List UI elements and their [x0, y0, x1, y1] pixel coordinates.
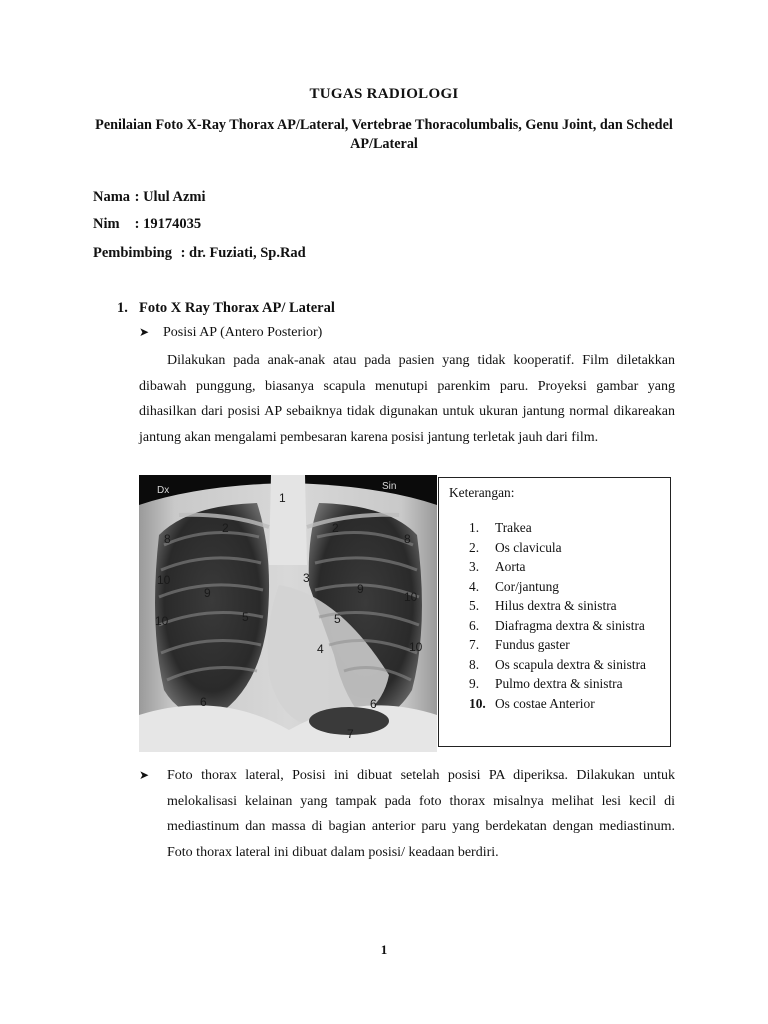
bullet-label: Posisi AP (Antero Posterior): [163, 325, 323, 340]
legend-item: [469, 538, 664, 558]
marker-2-right: 2: [222, 521, 229, 535]
legend-item: [469, 557, 664, 577]
arrow-bullet-icon: ➤: [139, 325, 150, 339]
info-nama: [93, 189, 206, 206]
marker-6-left: 6: [370, 697, 377, 711]
info-nim: [93, 216, 201, 233]
document-title: TUGAS RADIOLOGI: [309, 86, 459, 102]
legend-item-text: Hilus dextra & sinistra: [495, 598, 617, 613]
legend-item: [469, 674, 664, 694]
xray-corner-sin: Sin: [382, 481, 397, 492]
legend-item-text: Os costae Anterior: [495, 695, 595, 711]
marker-1: 1: [279, 491, 286, 505]
legend-item-text: Trakea: [495, 520, 532, 535]
xray-thorax-image: [139, 475, 437, 752]
page-number: 1: [380, 942, 388, 957]
legend-item-number: 5.: [469, 598, 480, 613]
legend-item: [469, 694, 664, 714]
pembimbing-value: : dr. Fuziati, Sp.Rad: [180, 245, 306, 261]
nama-value: : Ulul Azmi: [134, 189, 206, 205]
marker-10-right-lower: 10: [155, 614, 169, 628]
legend-item-text: Cor/jantung: [495, 578, 559, 594]
legend-item-text: Diafragma dextra & sinistra: [495, 617, 645, 633]
legend-item-number: 10.: [469, 695, 486, 711]
marker-2-left: 2: [332, 521, 339, 535]
legend-list: [469, 518, 664, 713]
legend-item: [469, 577, 664, 597]
legend-item-text: Pulmo dextra & sinistra: [495, 676, 623, 691]
marker-10-left-upper: 10: [404, 590, 418, 604]
marker-9-right: 9: [204, 586, 211, 600]
paragraph-ap-text: Dilakukan pada anak-anak atau pada pasien yang tidak kooperatif. Film diletakkan dibawah punggung, biasanya scapula menutupi parenkim paru. Proyeksi gambar yang dihasilkan dari posisi AP sebaiknya tidak digunakan untuk ukuran jantung normal dikareakan jantung akan mengalami pembesaran karena posisi jantung terletak jauh dari film.: [139, 353, 675, 445]
marker-6-right: 6: [200, 695, 207, 709]
legend-item-number: 3.: [469, 559, 480, 574]
legend-item: [469, 596, 664, 616]
legend-item-text: Aorta: [495, 559, 526, 574]
legend-item: [469, 518, 664, 538]
marker-9-left: 9: [357, 582, 364, 596]
marker-5-right: 5: [242, 610, 249, 624]
legend-box: [438, 477, 671, 747]
section-number: 1.: [117, 300, 128, 316]
bullet-posisi-ap: [139, 325, 322, 341]
legend-item-number: 4.: [469, 578, 480, 594]
paragraph-lateral-text: Foto thorax lateral, Posisi ini dibuat setelah posisi PA diperiksa. Dilakukan untuk melokalisasi kelainan yang tampak pada foto thorax misalnya melihat lesi kecil di mediastinum dan massa di bagian anterior paru yang berdekatan dengan mediastinum. Foto thorax lateral ini dibuat dalam posisi/ keadaan berdiri.: [167, 768, 675, 860]
pembimbing-label: Pembimbing: [93, 245, 172, 261]
marker-10-left-lower: 10: [409, 640, 423, 654]
legend-item-number: 2.: [469, 539, 480, 555]
legend-item: [469, 616, 664, 636]
marker-5-left: 5: [334, 612, 341, 626]
legend-item-number: 6.: [469, 617, 480, 633]
paragraph-ap: [139, 348, 675, 450]
xray-corner-dx: Dx: [157, 485, 170, 496]
info-pembimbing: [93, 245, 306, 262]
legend-item-text: Os clavicula: [495, 539, 562, 555]
legend-item: [469, 635, 664, 655]
marker-10-right-upper: 10: [157, 573, 171, 587]
legend-item-number: 9.: [469, 676, 480, 691]
document-subtitle: Penilaian Foto X-Ray Thorax AP/Lateral, Vertebrae Thoracolumbalis, Genu Joint, dan Schedel AP/Lateral: [95, 117, 673, 152]
marker-3: 3: [303, 571, 310, 585]
legend-item-number: 8.: [469, 656, 480, 672]
legend-title: Keterangan:: [449, 485, 515, 500]
legend-item-text: Os scapula dextra & sinistra: [495, 656, 646, 672]
section-title: Foto X Ray Thorax AP/ Lateral: [139, 300, 335, 316]
section-heading: [117, 300, 335, 317]
legend-item-number: 7.: [469, 637, 480, 652]
nim-label: Nim: [93, 216, 120, 232]
nim-value: : 19174035: [134, 216, 202, 232]
marker-7: 7: [347, 727, 354, 741]
legend-item-text: Fundus gaster: [495, 637, 570, 652]
paragraph-lateral: [139, 763, 675, 865]
legend-item: [469, 655, 664, 675]
marker-4: 4: [317, 642, 324, 656]
marker-8-right: 8: [164, 532, 171, 546]
arrow-bullet-icon: ➤: [139, 768, 150, 782]
nama-label: Nama: [93, 189, 131, 205]
marker-8-left: 8: [404, 532, 411, 546]
legend-item-number: 1.: [469, 520, 480, 535]
